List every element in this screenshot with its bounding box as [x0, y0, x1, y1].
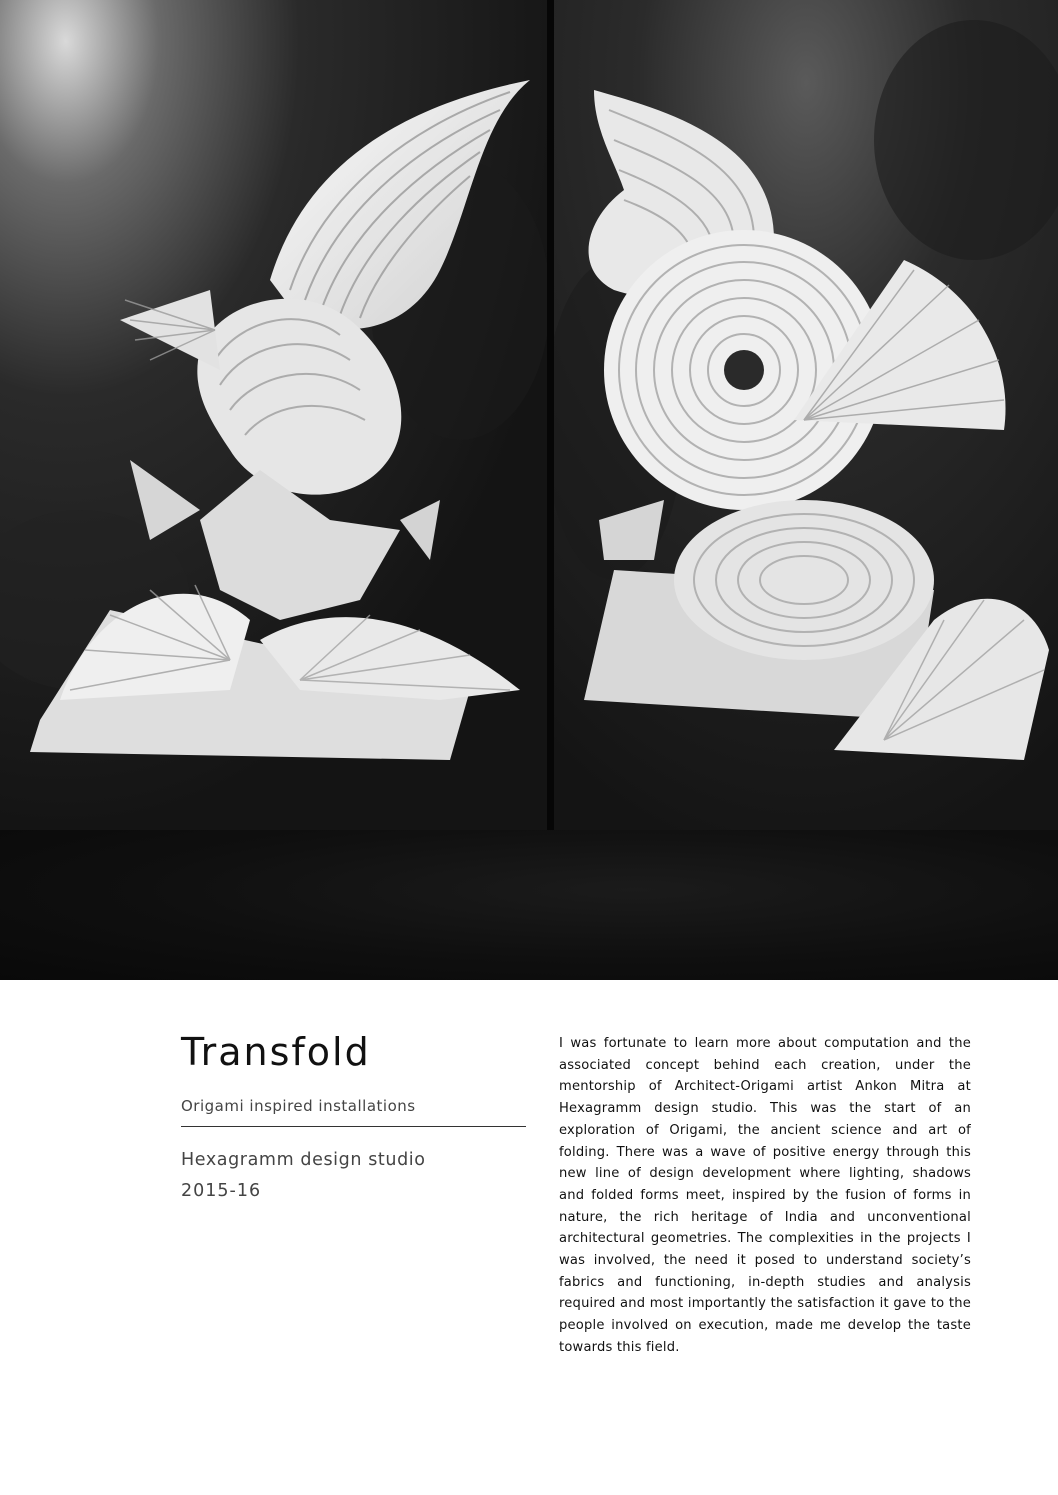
photo-divider	[547, 0, 554, 830]
origami-sculpture-right-image	[554, 0, 1058, 830]
page-title: Transfold	[181, 1030, 371, 1074]
page-subtitle: Origami inspired installations	[181, 1097, 416, 1115]
origami-sculpture-left-image	[0, 0, 547, 830]
project-year: 2015-16	[181, 1181, 262, 1201]
studio-name: Hexagramm design studio	[181, 1150, 426, 1170]
origami-photo-right	[554, 0, 1058, 830]
title-divider	[181, 1126, 526, 1127]
project-description: I was fortunate to learn more about computation and the associated concept behind each creation, under the mentorship of Architect-Origami artist Ankon Mitra at Hexagramm design studio. This was the start of an exploration of Origami, the ancient science and art of folding. There was a wave of positive energy through this new line of design development where lighting, shadows and folded forms meet, inspired by the fusion of forms in nature, the rich heritage of India and unconventional architectural geometries. The complexities in the projects I was involved, the need it posed to understand society’s fabrics and functioning, in-depth studies and analysis required and most importantly the satisfaction it gave to the people involved on execution, made me develop the taste towards this field.	[559, 1036, 971, 1355]
origami-photo-left	[0, 0, 547, 830]
photo-bottom-strip	[0, 830, 1058, 980]
